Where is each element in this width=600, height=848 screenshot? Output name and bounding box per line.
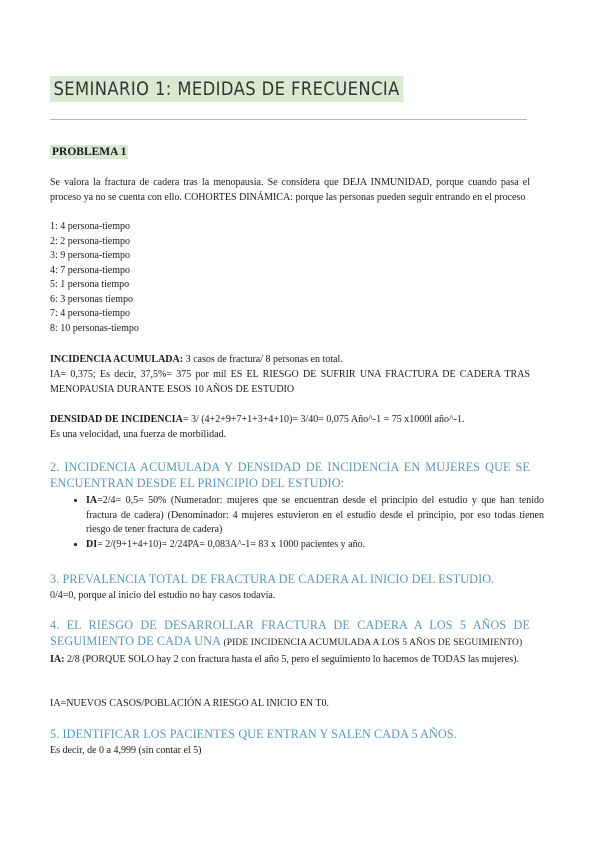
di-text: = 3/ (4+2+9+7+1+3+4+10)= 3/40= 0,075 Año^-1 = 75 x1000l año^-1. — [182, 414, 465, 425]
title-divider — [50, 119, 527, 120]
bullet-text: = 2/(9+1+4+10)= 2/24PA= 0,083A^-1= 83 x 1000 pacientes y año. — [97, 538, 366, 550]
ia-explanation: IA= 0,375; Es decir, 37,5%= 375 por mil ES EL RIESGO DE SUFRIR UNA FRACTURA DE CADERA TRAS MENOPAUSIA DURANTE ESOS 10 AÑOS DE ESTUDIO — [50, 369, 530, 395]
section-3-text: 0/4=0, porque al inicio del estudio no hay casos todavía. — [50, 590, 276, 601]
ia-text: 3 casos de fractura/ 8 personas en total. — [183, 354, 343, 365]
list-item: 8: 10 personas-tiempo — [50, 322, 139, 334]
section-4-note: (PIDE INCIDENCIA ACUMULADA A LOS 5 AÑOS DE SEGUIMIENTO) — [221, 637, 523, 648]
document-title: SEMINARIO 1: MEDIDAS DE FRECUENCIA — [50, 76, 403, 102]
section-2-heading: 2. INCIDENCIA ACUMULADA Y DENSIDAD DE INCIDENCIA EN MUJERES QUE SE ENCUENTRAN DESDE EL PRINCIPIO DEL ESTUDIO: — [50, 460, 530, 490]
bullet-label: IA — [86, 495, 98, 506]
list-item: 7: 4 persona-tiempo — [50, 308, 130, 319]
section-5-heading: 5. IDENTIFICAR LOS PACIENTES QUE ENTRAN Y SALEN CADA 5 AÑOS. — [50, 727, 457, 741]
section-4-title: 4. EL RIESGO DE DESARROLLAR FRACTURA DE CADERA A LOS 5 AÑOS DE SEGUIMIENTO DE CADA UNA — [50, 618, 530, 648]
ia-label: IA: — [50, 654, 65, 665]
section-2-bullets — [72, 494, 544, 552]
list-item — [86, 494, 544, 538]
ia-text: 2/8 (PORQUE SOLO hay 2 con fractura hasta el año 5, pero el seguimiento lo hacemos de TODAS las mujeres). — [64, 654, 519, 665]
list-item: 5: 1 persona tiempo — [50, 279, 130, 290]
incidencia-acumulada-line — [50, 353, 530, 368]
list-item: 1: 4 persona-tiempo — [50, 221, 130, 232]
di-label: DENSIDAD DE INCIDENCIA — [50, 414, 183, 425]
section-3-heading: 3. PREVALENCIA TOTAL DE FRACTURA DE CADERA AL INICIO DEL ESTUDIO. — [50, 572, 495, 586]
section-4-heading — [50, 618, 530, 651]
list-item — [86, 538, 544, 553]
ia-label: INCIDENCIA ACUMULADA: — [50, 354, 184, 365]
bullet-text: =2/4= 0,5= 50% (Numerador: mujeres que se encuentran desde el principio del estudio y que han tenido fractura de cadera) (Denominador: 4 mujeres estuvieron en el estudio desde el principio, por eso todas tienen riesgo de tener fractura de cadera) — [86, 495, 544, 535]
list-item: 2: 2 persona-tiempo — [50, 235, 130, 247]
list-item: 3: 9 persona-tiempo — [50, 250, 130, 261]
problem-1-intro: Se valora la fractura de cadera tras la menopausia. Se considera que DEJA INMUNIDAD, porque cuando pasa el proceso ya no se cuenta con ello. COHORTES DINÁMICA: porque las personas pueden seguir entrando en el proceso — [50, 177, 530, 203]
section-4-ia — [50, 653, 530, 668]
list-item: 6: 3 personas tiempo — [50, 293, 134, 305]
problem-1-label: PROBLEMA 1 — [52, 146, 127, 158]
section-4-formula: IA=NUEVOS CASOS/POBLACIÓN A RIESGO AL INICIO EN T0. — [50, 698, 329, 709]
bullet-label: DI — [86, 538, 98, 550]
di-explanation: Es una velocidad, una fuerza de morbilidad. — [50, 429, 227, 440]
section-5-text: Es decir, de 0 a 4,999 (sin contar el 5) — [50, 745, 202, 756]
densidad-incidencia-line — [50, 413, 530, 428]
person-time-list — [50, 220, 139, 336]
list-item: 4: 7 persona-tiempo — [50, 264, 130, 276]
